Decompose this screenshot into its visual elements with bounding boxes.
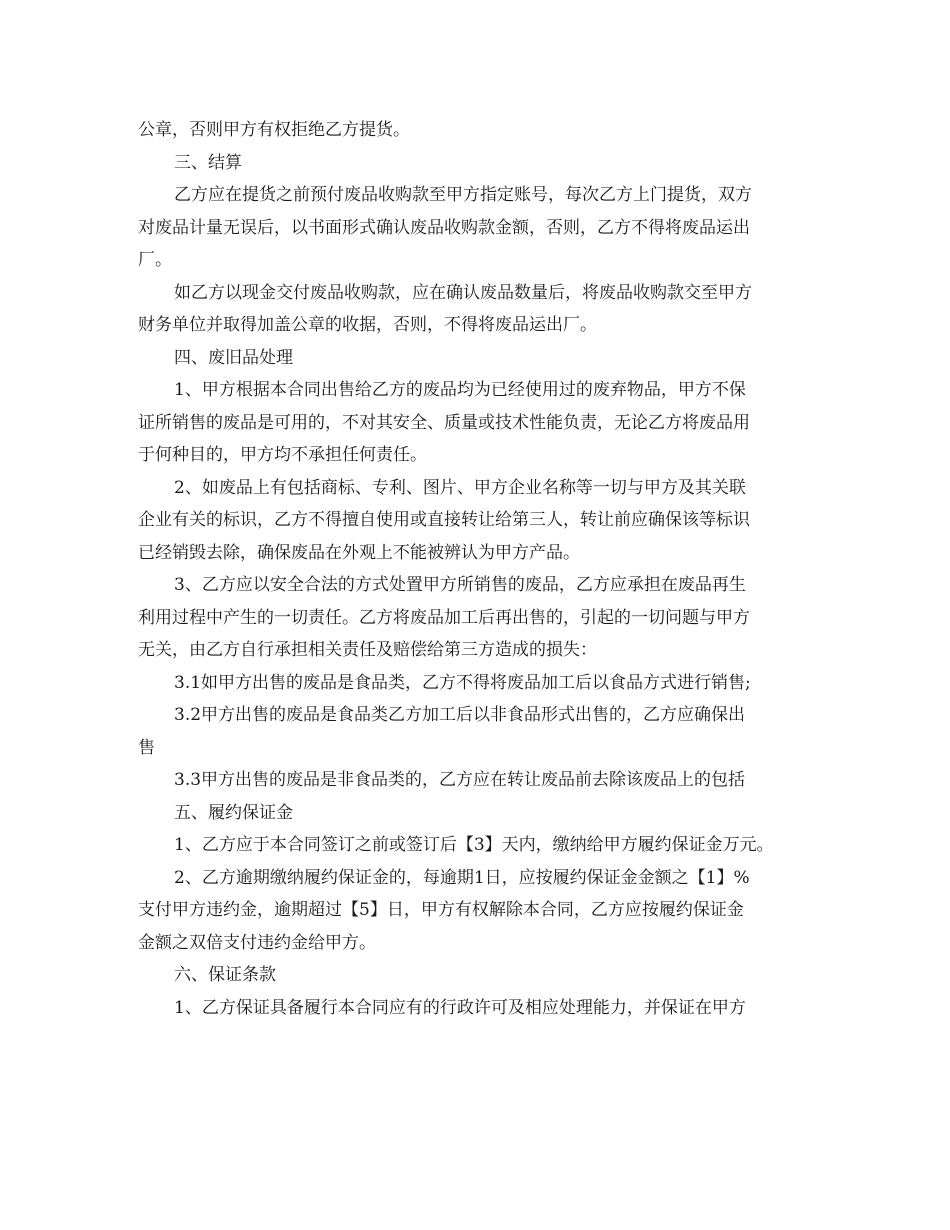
- document-line: 2、如废品上有包括商标、专利、图片、甲方企业名称等一切与甲方及其关联: [174, 477, 746, 498]
- document-line: 于何种目的，甲方均不承担任何责任。: [138, 445, 427, 465]
- document-line: 证所销售的废品是可用的，不对其安全、质量或技术性能负责，无论乙方将废品用: [138, 412, 750, 433]
- document-line: 2、乙方逾期缴纳履约保证金的，每逾期1日，应按履约保证金金额之【1】%: [174, 867, 750, 888]
- document-line: 如乙方以现金交付废品收购款，应在确认废品数量后，将废品收购款交至甲方: [174, 282, 752, 303]
- document-line: 支付甲方违约金，逾期超过【5】日，甲方有权解除本合同，乙方应按履约保证金: [138, 900, 744, 920]
- document-line: 1、乙方应于本合同签订之前或签订后【3】天内，缴纳给甲方履约保证金万元。: [174, 835, 774, 855]
- document-line: 公章，否则甲方有权拒绝乙方提货。: [138, 120, 410, 140]
- document-line: 对废品计量无误后，以书面形式确认废品收购款金额，否则，乙方不得将废品运出: [138, 217, 750, 238]
- document-line: 厂。: [138, 250, 172, 270]
- document-line: 四、废旧品处理: [174, 347, 293, 368]
- document-line: 3.1如甲方出售的废品是食品类，乙方不得将废品加工后以食品方式进行销售;: [174, 672, 751, 693]
- document-body: [138, 114, 818, 1024]
- document-line: 六、保证条款: [174, 965, 276, 985]
- document-line: 已经销毁去除，确保废品在外观上不能被辨认为甲方产品。: [138, 542, 580, 563]
- document-line: 无关，由乙方自行承担相关责任及赔偿给第三方造成的损失：: [138, 640, 597, 660]
- document-line: 金额之双倍支付违约金给甲方。: [138, 932, 376, 953]
- document-line: 3、乙方应以安全合法的方式处置甲方所销售的废品，乙方应承担在废品再生: [174, 575, 746, 595]
- document-line: 财务单位并取得加盖公章的收据，否则，不得将废品运出厂。: [138, 315, 597, 335]
- document-line: 利用过程中产生的一切责任。乙方将废品加工后再出售的，引起的一切问题与甲方: [138, 607, 750, 628]
- document-line: 1、乙方保证具备履行本合同应有的行政许可及相应处理能力，并保证在甲方: [174, 997, 746, 1018]
- document-line: 3.3甲方出售的废品是非食品类的，乙方应在转让废品前去除该废品上的包括: [174, 770, 746, 790]
- document-line: 售: [138, 737, 155, 758]
- document-line: 1、甲方根据本合同出售给乙方的废品均为已经使用过的废弃物品，甲方不保: [174, 380, 746, 400]
- document-line: 3.2甲方出售的废品是食品类乙方加工后以非食品形式出售的，乙方应确保出: [174, 705, 746, 725]
- document-line: 三、结算: [174, 152, 242, 173]
- document-line: 乙方应在提货之前预付废品收购款至甲方指定账号，每次乙方上门提货，双方: [174, 185, 752, 205]
- document-line: 五、履约保证金: [174, 802, 293, 823]
- document-line: 企业有关的标识，乙方不得擅自使用或直接转让给第三人，转让前应确保该等标识: [138, 510, 750, 530]
